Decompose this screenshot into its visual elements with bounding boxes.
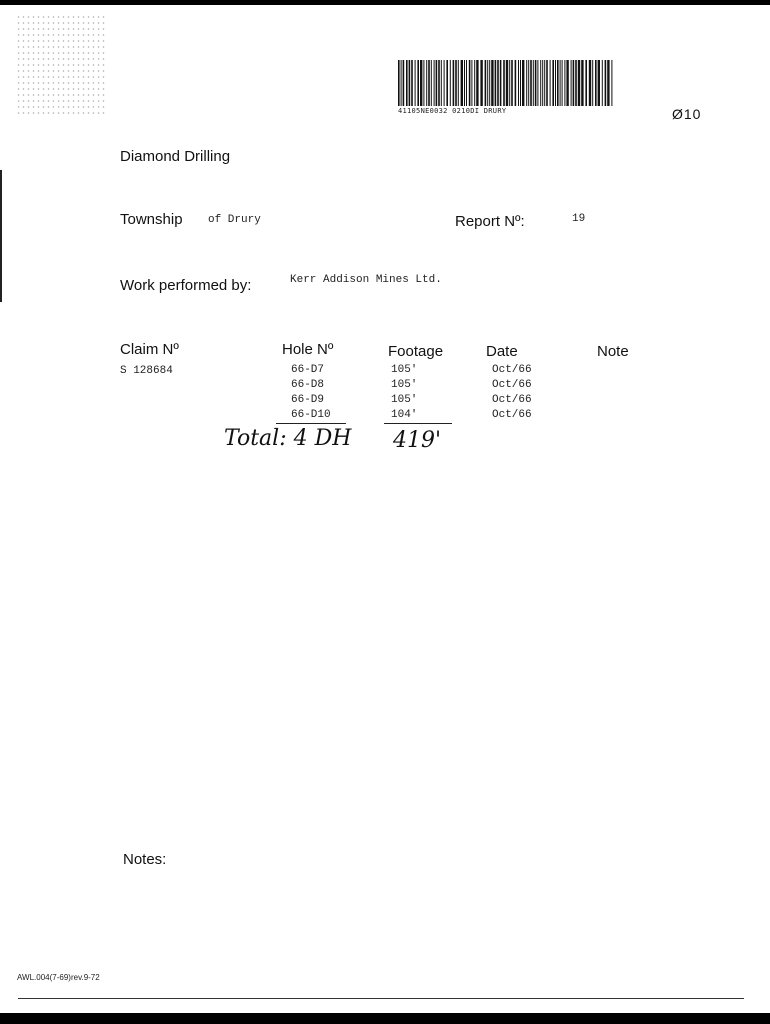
table-row-1-hole: 66-D7: [291, 364, 325, 376]
barcode-text: 41105NE0032 0210DI DRURY: [398, 107, 507, 115]
scan-speckles: [16, 14, 106, 114]
claim-value: S 128684: [120, 365, 173, 377]
township-label: Township: [120, 211, 183, 228]
work-performed-label: Work performed by:: [120, 277, 252, 294]
footage-total-underline: [384, 423, 452, 424]
hole-total-underline: [276, 423, 346, 424]
date-header: Date: [486, 343, 518, 360]
table-row-1-date: Oct/66: [492, 364, 532, 376]
table-row-2-footage: 105': [391, 379, 418, 391]
scan-edge-mark: [0, 170, 2, 302]
table-row-2-date: Oct/66: [492, 379, 532, 391]
township-value: of Drury: [208, 214, 261, 226]
handwritten-total-footage: 419': [393, 428, 442, 453]
table-row-3-date: Oct/66: [492, 394, 532, 406]
note-header: Note: [597, 343, 629, 360]
table-row-2-hole: 66-D8: [291, 379, 325, 391]
table-row-1-footage: 105': [391, 364, 418, 376]
notes-label: Notes:: [123, 851, 167, 868]
table-row-4-date: Oct/66: [492, 409, 532, 421]
footage-header: Footage: [388, 343, 444, 360]
table-row-4-hole: 66-D10: [291, 409, 331, 421]
table-row-4-footage: 104': [391, 409, 418, 421]
table-row-3-footage: 105': [391, 394, 418, 406]
barcode: [398, 60, 616, 106]
report-number-label: Report Nº:: [455, 213, 525, 230]
page-number: Ø10: [672, 106, 702, 122]
claim-header: Claim Nº: [120, 341, 179, 358]
form-code: AWL.004(7-69)rev.9-72: [17, 973, 100, 982]
hole-header: Hole Nº: [282, 341, 334, 358]
form-title: Diamond Drilling: [120, 148, 231, 165]
bottom-rule: [18, 998, 744, 999]
handwritten-total-holes: Total: 4 DH: [224, 426, 352, 451]
top-scan-border: [0, 0, 770, 5]
report-number-value: 19: [572, 213, 586, 225]
work-performed-value: Kerr Addison Mines Ltd.: [290, 274, 442, 286]
table-row-3-hole: 66-D9: [291, 394, 325, 406]
bottom-scan-border: [0, 1013, 770, 1024]
